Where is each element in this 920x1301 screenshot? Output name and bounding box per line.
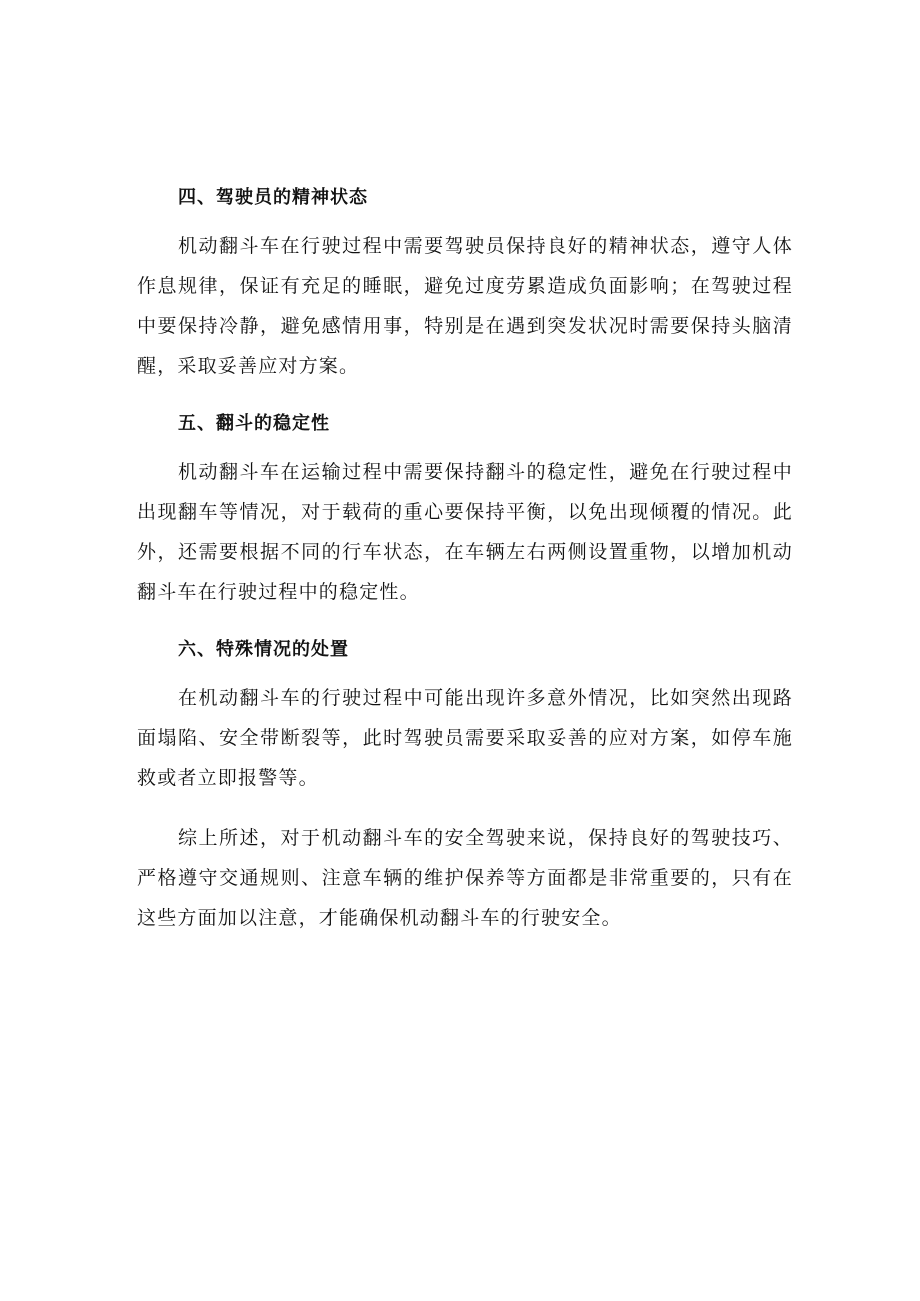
paragraph: 在机动翻斗车的行驶过程中可能出现许多意外情况，比如突然出现路面塌陷、安全带断裂等，此时驾驶员需要采取妥善的应对方案，如停车施救或者立即报警等。 xyxy=(137,687,793,789)
section-heading: 六、特殊情况的处置 xyxy=(178,639,349,660)
document-body xyxy=(137,180,793,958)
paragraph: 机动翻斗车在运输过程中需要保持翻斗的稳定性，避免在行驶过程中出现翻车等情况，对于载荷的重心要保持平衡，以免出现倾覆的情况。此外，还需要根据不同的行车状态，在车辆左右两侧设置重物，以增加机动翻斗车在行驶过程中的稳定性。 xyxy=(137,461,793,603)
section-heading: 五、翻斗的稳定性 xyxy=(178,413,330,434)
paragraph: 机动翻斗车在行驶过程中需要驾驶员保持良好的精神状态，遵守人体作息规律，保证有充足的睡眠，避免过度劳累造成负面影响；在驾驶过程中要保持冷静，避免感情用事，特别是在遇到突发状况时需要保持头脑清醒，采取妥善应对方案。 xyxy=(137,235,793,377)
section-dump-stability xyxy=(137,406,793,612)
section-mental-state xyxy=(137,180,793,386)
paragraph-summary: 综上所述，对于机动翻斗车的安全驾驶来说，保持良好的驾驶技巧、严格遵守交通规则、注意车辆的维护保养等方面都是非常重要的，只有在这些方面加以注意，才能确保机动翻斗车的行驶安全。 xyxy=(137,827,793,929)
section-special-situations xyxy=(137,632,793,938)
section-heading: 四、驾驶员的精神状态 xyxy=(178,187,368,208)
